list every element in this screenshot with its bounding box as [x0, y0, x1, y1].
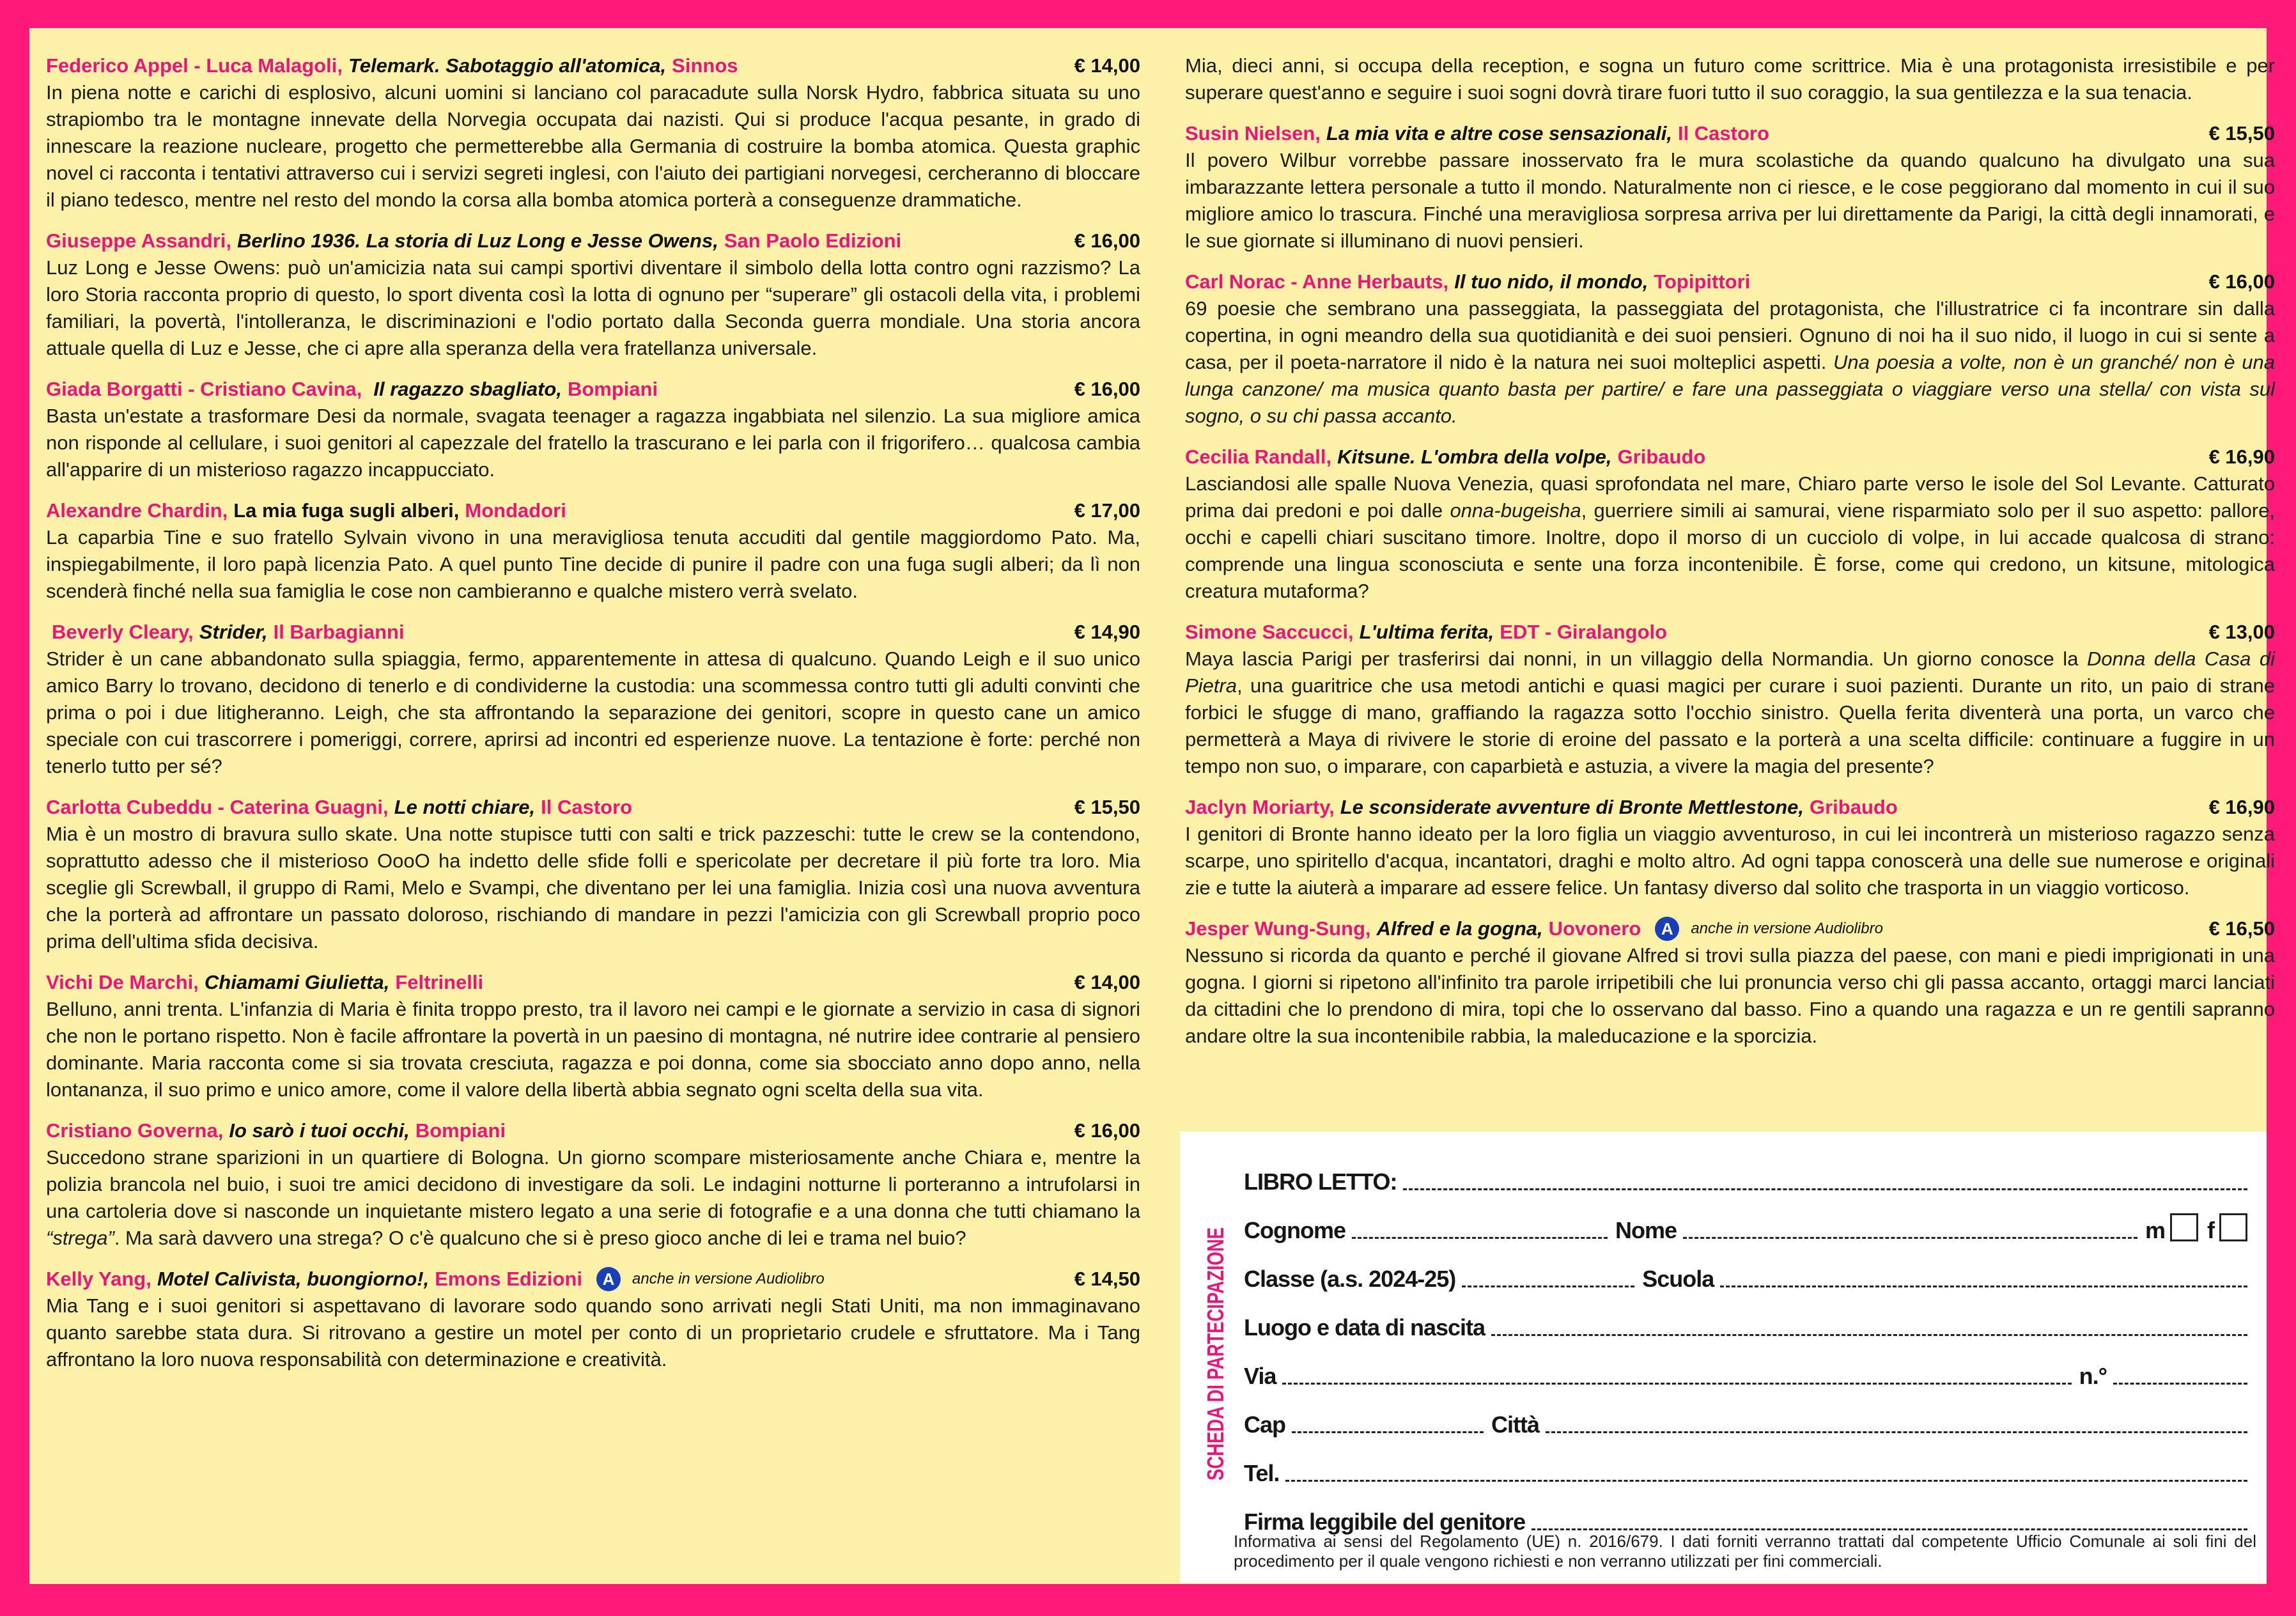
book-entry	[46, 497, 1140, 605]
book-description: Il povero Wilbur vorrebbe passare inosservato fra le mura scolastiche da quando qualcuno ha divulgato una sua imbarazzante lettera personale a tutto il mondo. Naturalmente non ci riesce, e le cose peggiorano dal momento in cui il suo migliore amico lo trascura. Finché una meravigliosa sorpresa arriva per lui direttamente da Parigi, la città degli innamorati, e le sue giornate si illuminano di nuovi pensieri.	[1185, 149, 2275, 252]
book-entry	[46, 969, 1140, 1103]
class-label: Classe (a.s. 2024-25)	[1244, 1266, 1456, 1292]
description-text: Succedono strane sparizioni in un quartiere di Bologna. Un giorno scompare misteriosamente anche Chiara e, mentre la polizia brancola nel buio, i suoi tre amici decidono di investigare da soli. Le indagini notturne li porteranno a intrufolarsi in una cartoleria dove si nasconde un inquietante mistero legato a una serie di fotografie e a una donna che tutti chiamano la	[46, 1146, 1140, 1222]
book-price: € 16,50	[2208, 917, 2275, 940]
description-text: Maya lascia Parigi per trasferirsi dai nonni, in un villaggio della Normandia. Un giorno conosce la	[1185, 648, 2087, 670]
book-description: Mia è un mostro di bravura sullo skate. Una notte stupisce tutti con salti e trick pazzeschi: tutte le crew se la contendono, soprattutto adesso che il misterioso OooO ha indetto delle sfide folli e spericolate per decretare il più forte tra loro. Mia sceglie gli Screwball, il gruppo di Rami, Melo e Svampi, che diventano per lei una famiglia. Inizia così una nuova avventura che la porterà ad affrontare un passato doloroso, rischiando di mandare in pezzi l'amicizia con gli Screwball proprio poco prima dell'ultima sfida decisiva.	[46, 823, 1140, 952]
book-author: Carlotta Cubeddu - Caterina Guagni,	[46, 796, 389, 818]
book-title: Le sconsiderate avventure di Bronte Mettlestone,	[1340, 796, 1804, 818]
book-description	[1185, 470, 2275, 605]
book-title: Telemark. Sabotaggio all'atomica,	[348, 54, 667, 77]
book-header	[1185, 619, 2275, 646]
number-label: n.°	[2079, 1363, 2107, 1389]
book-price: € 17,00	[1074, 499, 1140, 522]
book-header	[1185, 794, 2275, 821]
form-side-title-graphic	[1195, 1227, 1232, 1483]
book-header	[46, 228, 1140, 254]
city-label: Città	[1491, 1411, 1540, 1438]
book-publisher: Feltrinelli	[395, 971, 484, 993]
book-header	[1185, 444, 2275, 470]
book-publisher: Sinnos	[672, 54, 738, 77]
book-entry	[1185, 915, 2275, 1050]
form-row-phone	[1244, 1455, 2247, 1487]
street-field[interactable]	[1282, 1370, 2071, 1385]
book-entry	[46, 228, 1140, 362]
audiobook-note: anche in versione Audiolibro	[1691, 920, 1883, 937]
book-entry	[46, 619, 1140, 780]
description-italic: “strega”	[46, 1227, 114, 1249]
book-header	[1185, 120, 2275, 147]
form-side-title	[1195, 1227, 1232, 1483]
book-price: € 14,00	[1074, 54, 1140, 77]
birth-label: Luogo e data di nascita	[1244, 1314, 1485, 1340]
book-price: € 14,50	[1074, 1268, 1140, 1290]
book-title: Il tuo nido, il mondo,	[1454, 270, 1648, 293]
book-description: Belluno, anni trenta. L'infanzia di Maria è finita troppo presto, tra il lavoro nei campi e le giornate a servizio in casa di signori che non le portano rispetto. Non è facile affrontare la povertà in un paesino di montagna, né nutrire idee contrarie al pensiero dominante. Maria racconta come si sia trovata cresciuta, ragazza e poi donna, come sia sbocciato anno dopo anno, nella lontananza, il suo primo e unico amore, come il valore della libertà abbia segnato ogni scelta della sua vita.	[46, 998, 1140, 1101]
birth-field[interactable]	[1491, 1321, 2247, 1336]
street-label: Via	[1244, 1363, 1276, 1389]
book-description: In piena notte e carichi di esplosivo, alcuni uomini si lanciano col paracadute sulla Norsk Hydro, fabbrica situata su uno strapiombo tra le montagne innevate della Norvegia occupata dai nazisti. Qui si produce l'acqua pesante, in grado di innescare la reazione nucleare, progetto che permetterebbe alla Germania di costruire la bomba atomica. Questa graphic novel ci racconta i tentativi attraverso cui i servizi segreti inglesi, con l'aiuto dei partigiani norvegesi, cercheranno di bloccare il piano tedesco, mentre nel resto del mondo la corsa alla bomba atomica porterà a conseguenze drammatiche.	[46, 81, 1140, 211]
phone-label: Tel.	[1244, 1460, 1280, 1486]
book-entry	[46, 376, 1140, 483]
book-author: Beverly Cleary,	[52, 621, 194, 643]
book-description: Mia Tang e i suoi genitori si aspettavano di lavorare sodo quando sono arrivati negli Stati Uniti, ma non immaginavano quanto sarebbe stata dura. Si ritrovano a gestire un motel per conto di un proprietario crudele e sfruttatore. Ma i Tang affrontano la loro nuova responsabilità con determinazione e creatività.	[46, 1294, 1140, 1371]
zip-label: Cap	[1244, 1411, 1286, 1438]
description-italic: Una poesia a volte, non è un granché/ non è una lunga canzone/ ma musica quanto basta per partire/ e fare una passeggiata o viaggiare verso una stella/ con vista sul sogno, o su chi passa accanto.	[1185, 351, 2275, 427]
book-header	[46, 1266, 1140, 1293]
book-title: Il ragazzo sbagliato,	[373, 378, 562, 400]
description-text: , una guaritrice che usa metodi antichi e quasi magici per curare i suoi pazienti. Durante un rito, un paio di strane forbici le sfugge di mano, graffiando la ragazza sotto l'occhio sinistro. Quella ferita diventerà una porta, un varco che permetterà a Maya di rivivere le storie di eroine del passato e la porterà a una scelta difficile: continuare a fuggire in un tempo non suo, o imparare, con caparbietà e astuzia, a vivere la magia del presente?	[1185, 674, 2275, 777]
description-text: 69 poesie che sembrano una passeggiata, la passeggiata del protagonista, che l'illustratrice ci fa incontrare sin dalla copertina, in ogni meandro della sua quotidianità e dei suoi pensieri. Ognuno di noi ha il suo nido, il luogo in cui si sente a casa, per il poeta-narratore il nido è la natura nei suoi molteplici aspetti.	[1185, 297, 2275, 373]
school-field[interactable]	[1720, 1273, 2247, 1287]
book-header	[1185, 268, 2275, 295]
book-description: La caparbia Tine e suo fratello Sylvain vivono in una meravigliosa tenuta accuditi dal gentile maggiordomo Pato. Ma, inspiegabilmente, il loro papà licenzia Pato. A quel punto Tine decide di punire il padre con una fuga sugli alberi; da lì non scenderà finché nella sua famiglia le cose non cambieranno e qualche mistero verrà svelato.	[46, 526, 1140, 602]
phone-field[interactable]	[1285, 1467, 2247, 1482]
class-field[interactable]	[1462, 1273, 1634, 1287]
description-italic: onna-bugeisha	[1450, 499, 1581, 522]
zip-field[interactable]	[1292, 1418, 1484, 1433]
book-title: Alfred e la gogna,	[1376, 917, 1543, 940]
book-title: Motel Calivista, buongiorno!,	[157, 1268, 430, 1290]
book-price: € 16,00	[1074, 378, 1140, 400]
book-publisher: EDT - Giralangolo	[1500, 621, 1668, 643]
book-title: Chiamami Giulietta,	[204, 971, 390, 993]
book-price: € 13,00	[2208, 621, 2275, 643]
form-row-address	[1244, 1358, 2247, 1390]
book-price: € 15,50	[2208, 122, 2275, 144]
book-author: Federico Appel - Luca Malagoli,	[46, 54, 343, 77]
book-header	[46, 1117, 1140, 1144]
book-publisher: Gribaudo	[1617, 446, 1706, 468]
name-label: Nome	[1615, 1217, 1677, 1243]
book-price: € 16,00	[1074, 1119, 1140, 1142]
book-price: € 14,00	[1074, 971, 1140, 993]
form-side-title-text: SCHEDA DI PARTECIPAZIONE	[1202, 1227, 1229, 1480]
book-header	[46, 969, 1140, 996]
book-publisher: Bompiani	[415, 1119, 506, 1142]
book-price: € 15,50	[1074, 796, 1140, 818]
book-entry	[46, 52, 1140, 214]
book-author: Cecilia Randall,	[1185, 446, 1332, 468]
book-entry	[46, 794, 1140, 955]
book-title: Io sarò i tuoi occhi,	[229, 1119, 410, 1142]
book-author: Simone Saccucci,	[1185, 621, 1354, 643]
book-header	[1185, 915, 2275, 942]
book-entry	[1185, 120, 2275, 254]
book-description: Luz Long e Jesse Owens: può un'amicizia nata sui campi sportivi diventare il simbolo della lotta contro ogni razzismo? La loro Storia racconta proprio di questo, lo sport diventa così la lotta di ognuno per “superare” gli ostacoli della vita, i problemi familiari, la povertà, l'intolleranza, le discriminazioni e l'odio portato dalla Seconda guerra mondiale. Una storia ancora attuale quella di Luz e Jesse, che ci apre alla speranza della vera fratellanza universale.	[46, 256, 1140, 359]
gender-m-checkbox[interactable]	[2170, 1213, 2198, 1241]
book-title: La mia fuga sugli alberi,	[233, 499, 460, 522]
gender-m-label: m	[2145, 1217, 2165, 1243]
name-field[interactable]	[1683, 1224, 2137, 1239]
right-column	[1185, 52, 2275, 1064]
book-author: Jesper Wung-Sung,	[1185, 917, 1371, 940]
book-description: Nessuno si ricorda da quanto e perché il giovane Alfred si trovi sulla piazza del paese, con mani e piedi imprigionati in una gogna. I giorni si ripetono all'infinito tra parole irripetibili che lui pronuncia verso chi gli passa accanto, ortaggi marci lanciati da cittadini che lo prendono di mira, topi che lo osservano dal basso. Fino a quando una ragazza e un re gentili sapranno andare oltre la sua incontenibile rabbia, la maleducazione e la sporcizia.	[1185, 944, 2275, 1047]
book-price: € 16,00	[2208, 270, 2275, 293]
book-price: € 16,00	[1074, 229, 1140, 252]
book-description: Mia, dieci anni, si occupa della reception, e sogna un futuro come scrittrice. Mia è una protagonista irresistibile e per superare quest'anno e seguire i suoi sogni dovrà tirare fuori tutto il suo coraggio, la sua gentilezza e la sua tenacia.	[1185, 54, 2275, 104]
book-entry	[46, 1266, 1140, 1373]
book-publisher: San Paolo Edizioni	[724, 229, 902, 252]
book-description: Basta un'estate a trasformare Desi da normale, svagata teenager a ragazza ingabbiata nel silenzio. La sua migliore amica non risponde al cellulare, i suoi genitori al capezzale del fratello la trascurano e lei parla con il frigorifero… qualcosa cambia all'apparire di un misterioso ragazzo incappucciato.	[46, 405, 1140, 481]
signature-field[interactable]	[1532, 1516, 2247, 1530]
book-author: Jaclyn Moriarty,	[1185, 796, 1335, 818]
audiobook-icon: A	[1655, 917, 1679, 941]
book-title: Strider,	[199, 621, 268, 643]
surname-field[interactable]	[1352, 1224, 1608, 1239]
book-author: Giada Borgatti - Cristiano Cavina,	[46, 378, 362, 400]
flyer-sheet	[29, 28, 2275, 1584]
form-row-book	[1244, 1163, 2247, 1195]
book-publisher: Bompiani	[567, 378, 658, 400]
book-entry	[1185, 444, 2275, 605]
book-title: L'ultima ferita,	[1359, 621, 1494, 643]
description-text: Lasciandosi alle spalle Nuova Venezia, quasi sprofondata nel mare, Chiaro parte verso le isole del Sol Levante. Catturato prima dai predoni e poi dalle	[1185, 472, 2275, 522]
description-italic: Donna della Casa di Pietra	[1185, 648, 2275, 697]
book-price: € 16,90	[2208, 796, 2275, 818]
book-publisher: Il Castoro	[1677, 122, 1769, 144]
surname-label: Cognome	[1244, 1217, 1346, 1243]
participation-form	[1180, 1131, 2267, 1583]
description-text: . Ma sarà davvero una strega? O c'è qualcuno che si è preso gioco anche di lei e trama nel buio?	[114, 1227, 966, 1249]
book-price: € 16,90	[2208, 446, 2275, 468]
book-title: Le notti chiare,	[394, 796, 536, 818]
audiobook-icon: A	[596, 1267, 621, 1291]
privacy-notice: Informativa ai sensi del Regolamento (UE) n. 2016/679. I dati forniti verranno trattati dal competente Ufficio Comunale ai soli fini del procedimento per il quale vengono richiesti e non verranno utilizzati per fini commerciali.	[1234, 1532, 2256, 1571]
book-description: Strider è un cane abbandonato sulla spiaggia, fermo, apparentemente in attesa di qualcuno. Quando Leigh e il suo unico amico Barry lo trovano, decidono di tenerlo e di condividerne la custodia: una scommessa contro tutti gli adulti convinti che prima o poi i due litigheranno. Leigh, che sta affrontando la separazione dei genitori, scopre in questo cane un amico speciale con cui trascorrere i pomeriggi, correre, aprirsi ad incontri ed esperienze nuove. La tentazione è forte: perché non tenerlo tutto per sé?	[46, 648, 1140, 777]
book-author: Susin Nielsen,	[1185, 122, 1321, 144]
book-author: Vichi De Marchi,	[46, 971, 199, 993]
book-entry	[46, 1117, 1140, 1252]
book-header	[46, 376, 1140, 403]
book-publisher: Topipittori	[1654, 270, 1751, 293]
book-header	[46, 619, 1140, 646]
number-field[interactable]	[2113, 1370, 2247, 1385]
book-description	[1185, 295, 2275, 430]
book-header	[46, 497, 1140, 524]
book-publisher: Gribaudo	[1810, 796, 1898, 818]
form-row-city	[1244, 1406, 2247, 1438]
book-description	[46, 1144, 1140, 1252]
city-field[interactable]	[1546, 1418, 2247, 1433]
signature-label: Firma leggibile del genitore	[1244, 1509, 1526, 1535]
book-header	[46, 794, 1140, 821]
book-author: Giuseppe Assandri,	[46, 229, 231, 252]
book-title: La mia vita e altre cose sensazionali,	[1326, 122, 1672, 144]
book-publisher: Emons Edizioni	[435, 1268, 583, 1290]
audiobook-note: anche in versione Audiolibro	[632, 1270, 825, 1287]
book-author: Kelly Yang,	[46, 1268, 151, 1290]
book-read-label: LIBRO LETTO:	[1244, 1169, 1397, 1195]
form-row-class	[1244, 1261, 2247, 1293]
book-author: Carl Norac - Anne Herbauts,	[1185, 270, 1449, 293]
book-description: I genitori di Bronte hanno ideato per la loro figlia un viaggio avventuroso, in cui lei incontrerà un misterioso ragazzo senza scarpe, uno spiritello d'acqua, incantatori, draghi e molto altro. Ad ogni tappa conoscerà una delle sue numerose e originali zie e tutte la aiuterà a imparare ad essere felice. Un fantasy diverso dal solito che trasporta in un viaggio vorticoso.	[1185, 823, 2275, 899]
form-row-birth	[1244, 1309, 2247, 1341]
form-row-signature	[1244, 1503, 2247, 1535]
book-publisher: Uovonero	[1548, 917, 1641, 940]
gender-f-label: f	[2207, 1217, 2214, 1243]
book-price: € 14,90	[1074, 621, 1140, 643]
book-publisher: Mondadori	[465, 499, 566, 522]
school-label: Scuola	[1642, 1266, 1714, 1292]
book-author: Cristiano Governa,	[46, 1119, 224, 1142]
description-text: , guerriere simili ai samurai, viene risparmiato solo per il suo aspetto: pallore, occhi e capelli chiari suscitano timore. Inoltre, dopo il morso di un cucciolo di volpe, in lui accade qualcosa di strano: comprende una lingua sconosciuta e sente una forza incontenibile. È forse, come qui credono, un kitsune, mitologica creatura mutaforma?	[1185, 499, 2275, 602]
book-title: Kitsune. L'ombra della volpe,	[1337, 446, 1612, 468]
book-description	[1185, 646, 2275, 780]
book-entry	[1185, 619, 2275, 780]
book-read-field[interactable]	[1403, 1176, 2247, 1190]
left-column	[46, 52, 1140, 1387]
book-publisher: Il Barbagianni	[273, 621, 405, 643]
book-entry	[1185, 268, 2275, 430]
book-header	[46, 52, 1140, 79]
book-title: Berlino 1936. La storia di Luz Long e Jesse Owens,	[237, 229, 718, 252]
form-row-name	[1244, 1212, 2247, 1244]
book-author: Alexandre Chardin,	[46, 499, 228, 522]
book-publisher: Il Castoro	[541, 796, 633, 818]
book-continuation	[1185, 52, 2275, 106]
gender-f-checkbox[interactable]	[2219, 1213, 2247, 1241]
book-entry	[1185, 794, 2275, 901]
